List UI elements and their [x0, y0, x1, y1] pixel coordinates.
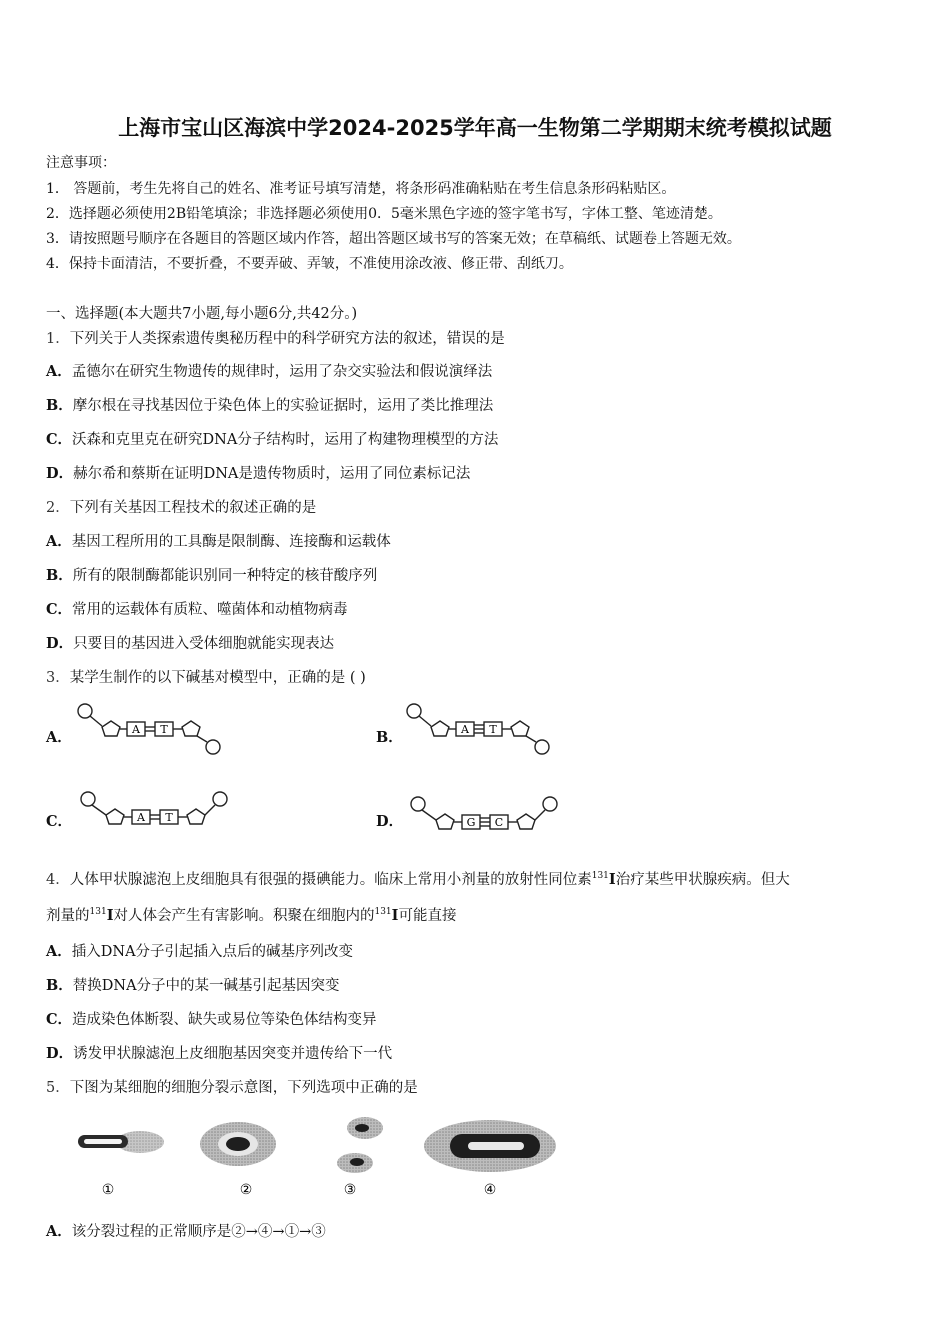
figure-label-1: ① [101, 1182, 115, 1198]
option-text: 摩尔根在寻找基因位于染色体上的实验证据时，运用了类比推理法 [72, 398, 494, 414]
notice-heading: 注意事项： [46, 155, 116, 171]
q3-option-b-label[interactable]: B． [376, 729, 403, 746]
figure-label-2: ② [239, 1182, 253, 1198]
isotope-mass: 131 [89, 907, 107, 918]
cell-division-figure [70, 1110, 570, 1205]
option-text: 造成染色体断裂、缺失或易位等染色体结构变异 [72, 1012, 377, 1028]
notice-item-1: 1． 答题前，考生先将自己的姓名、准考证号填写清楚，将条形码准确粘贴在考生信息条形码粘贴区。 [46, 181, 676, 197]
base-right: T [165, 811, 173, 824]
question-4-stem-line2 [46, 904, 456, 925]
option-label: D． [46, 465, 74, 482]
base-left: A [137, 811, 145, 824]
option-text: 插入DNA分子引起插入点后的碱基序列改变 [71, 944, 354, 960]
q1-option-d[interactable] [46, 462, 470, 483]
option-label: C． [46, 601, 73, 618]
cell-4-image [424, 1120, 556, 1172]
deoxyribose-pentagon [517, 814, 535, 829]
q3-option-c-model [78, 788, 233, 833]
option-text: 只要目的基因进入受体细胞就能实现表达 [73, 636, 335, 652]
q3-option-d-model [408, 793, 563, 838]
option-label: B． [46, 567, 73, 584]
q3-option-b-model [404, 700, 554, 758]
option-text: 基因工程所用的工具酶是限制酶、连接酶和运载体 [71, 534, 391, 550]
question-2-stem [46, 496, 316, 517]
option-label: B． [46, 397, 73, 414]
cell-3-image [337, 1117, 383, 1173]
phosphate-circle [206, 740, 220, 754]
base-right: C [494, 816, 504, 829]
q2-option-a[interactable] [46, 530, 391, 551]
q4-option-c[interactable] [46, 1008, 377, 1029]
option-text: 孟德尔在研究生物遗传的规律时，运用了杂交实验法和假说演绎法 [71, 364, 493, 380]
phosphate-circle [535, 740, 549, 754]
question-5-stem [46, 1076, 418, 1097]
option-text: 沃森和克里克在研究DNA分子结构时，运用了构建物理模型的方法 [72, 432, 499, 448]
option-text: 所有的限制酶都能识别同一种特定的核苷酸序列 [72, 568, 378, 584]
question-text: 下列有关基因工程技术的叙述正确的是 [69, 500, 317, 516]
isotope-symbol: I [608, 871, 616, 888]
option-label: A． [46, 1223, 72, 1240]
phosphate-circle [407, 704, 421, 718]
question-text: 某学生制作的以下碱基对模型中，正确的是 ( ) [69, 670, 366, 686]
q4-option-a[interactable] [46, 940, 353, 961]
deoxyribose-pentagon [102, 721, 120, 736]
deoxyribose-pentagon [431, 721, 449, 736]
q3-option-a-label[interactable]: A． [46, 729, 72, 746]
q5-option-a[interactable] [46, 1220, 326, 1241]
q2-option-b[interactable] [46, 564, 377, 585]
q2-option-d[interactable] [46, 632, 334, 653]
q4-option-d[interactable] [46, 1042, 392, 1063]
figure-label-3: ③ [343, 1182, 357, 1198]
q2-option-c[interactable] [46, 598, 348, 619]
q1-option-c[interactable] [46, 428, 498, 449]
isotope-symbol: I [391, 907, 399, 924]
question-number: 5． [46, 1080, 70, 1096]
option-label: B． [46, 977, 73, 994]
deoxyribose-pentagon [106, 809, 124, 824]
q4-option-b[interactable] [46, 974, 340, 995]
notice-item-2: 2．选择题必须使用2B铅笔填涂；非选择题必须使用0．5毫米黑色字迹的签字笔书写，字体工整、笔迹清楚。 [46, 206, 722, 222]
section-heading: 一、选择题(本大题共7小题,每小题6分,共42分。) [46, 306, 358, 322]
q3-option-d-label[interactable]: D． [376, 813, 404, 830]
question-number: 4． [46, 872, 70, 888]
phosphate-circle [81, 792, 95, 806]
deoxyribose-pentagon [511, 721, 529, 736]
notice-item-3: 3．请按照题号顺序在各题目的答题区域内作答，超出答题区域书写的答案无效；在草稿纸、试题卷上答题无效。 [46, 231, 741, 247]
question-text: 对人体会产生有害影响。积聚在细胞内的 [113, 908, 375, 924]
question-text: 治疗某些甲状腺疾病。但大 [615, 872, 790, 888]
base-left: G [466, 816, 476, 829]
option-text: 常用的运载体有质粒、噬菌体和动植物病毒 [72, 602, 348, 618]
phosphate-circle [78, 704, 92, 718]
isotope-mass: 131 [591, 871, 609, 882]
question-number: 3． [46, 670, 70, 686]
base-right: T [160, 723, 168, 736]
figure-label-4: ④ [483, 1182, 497, 1198]
question-number: 2． [46, 500, 70, 516]
deoxyribose-pentagon [436, 814, 454, 829]
deoxyribose-pentagon [182, 721, 200, 736]
option-label: A． [46, 363, 72, 380]
option-label: C． [46, 431, 73, 448]
phosphate-circle [411, 797, 425, 811]
base-left: A [132, 723, 140, 736]
q1-option-a[interactable] [46, 360, 492, 381]
cell-1-image [78, 1131, 164, 1153]
question-text: 可能直接 [398, 908, 457, 924]
option-text: 诱发甲状腺滤泡上皮细胞基因突变并遗传给下一代 [73, 1046, 393, 1062]
question-3-stem [46, 666, 366, 687]
option-label: A． [46, 533, 72, 550]
q3-option-c-label[interactable]: C． [46, 813, 73, 830]
question-text: 下列关于人类探索遗传奥秘历程中的科学研究方法的叙述，错误的是 [69, 331, 505, 347]
page-title: 上海市宝山区海滨中学2024-2025学年高一生物第二学期期末统考模拟试题 [118, 116, 832, 140]
isotope-symbol: I [106, 907, 114, 924]
option-text: 替换DNA分子中的某一碱基引起基因突变 [72, 978, 340, 994]
option-label: D． [46, 1045, 74, 1062]
phosphate-circle [213, 792, 227, 806]
option-label: D． [46, 635, 74, 652]
base-right: T [489, 723, 497, 736]
notice-item-4: 4．保持卡面清洁，不要折叠，不要弄破、弄皱，不准使用涂改液、修正带、刮纸刀。 [46, 256, 573, 272]
option-label: C． [46, 1011, 73, 1028]
deoxyribose-pentagon [187, 809, 205, 824]
q1-option-b[interactable] [46, 394, 493, 415]
question-1-stem [46, 327, 505, 348]
isotope-mass: 131 [374, 907, 392, 918]
q3-option-a-model [75, 700, 225, 758]
base-left: A [461, 723, 469, 736]
question-4-stem-line1 [46, 868, 790, 889]
option-text: 该分裂过程的正常顺序是②→④→①→③ [71, 1224, 326, 1240]
question-text: 下图为某细胞的细胞分裂示意图，下列选项中正确的是 [69, 1080, 418, 1096]
phosphate-circle [543, 797, 557, 811]
question-text: 人体甲状腺滤泡上皮细胞具有很强的摄碘能力。临床上常用小剂量的放射性同位素 [69, 872, 592, 888]
option-text: 赫尔希和蔡斯在证明DNA是遗传物质时，运用了同位素标记法 [73, 466, 471, 482]
question-number: 1． [46, 331, 70, 347]
question-text: 剂量的 [46, 908, 90, 924]
option-label: A． [46, 943, 72, 960]
cell-2-image [200, 1122, 276, 1166]
